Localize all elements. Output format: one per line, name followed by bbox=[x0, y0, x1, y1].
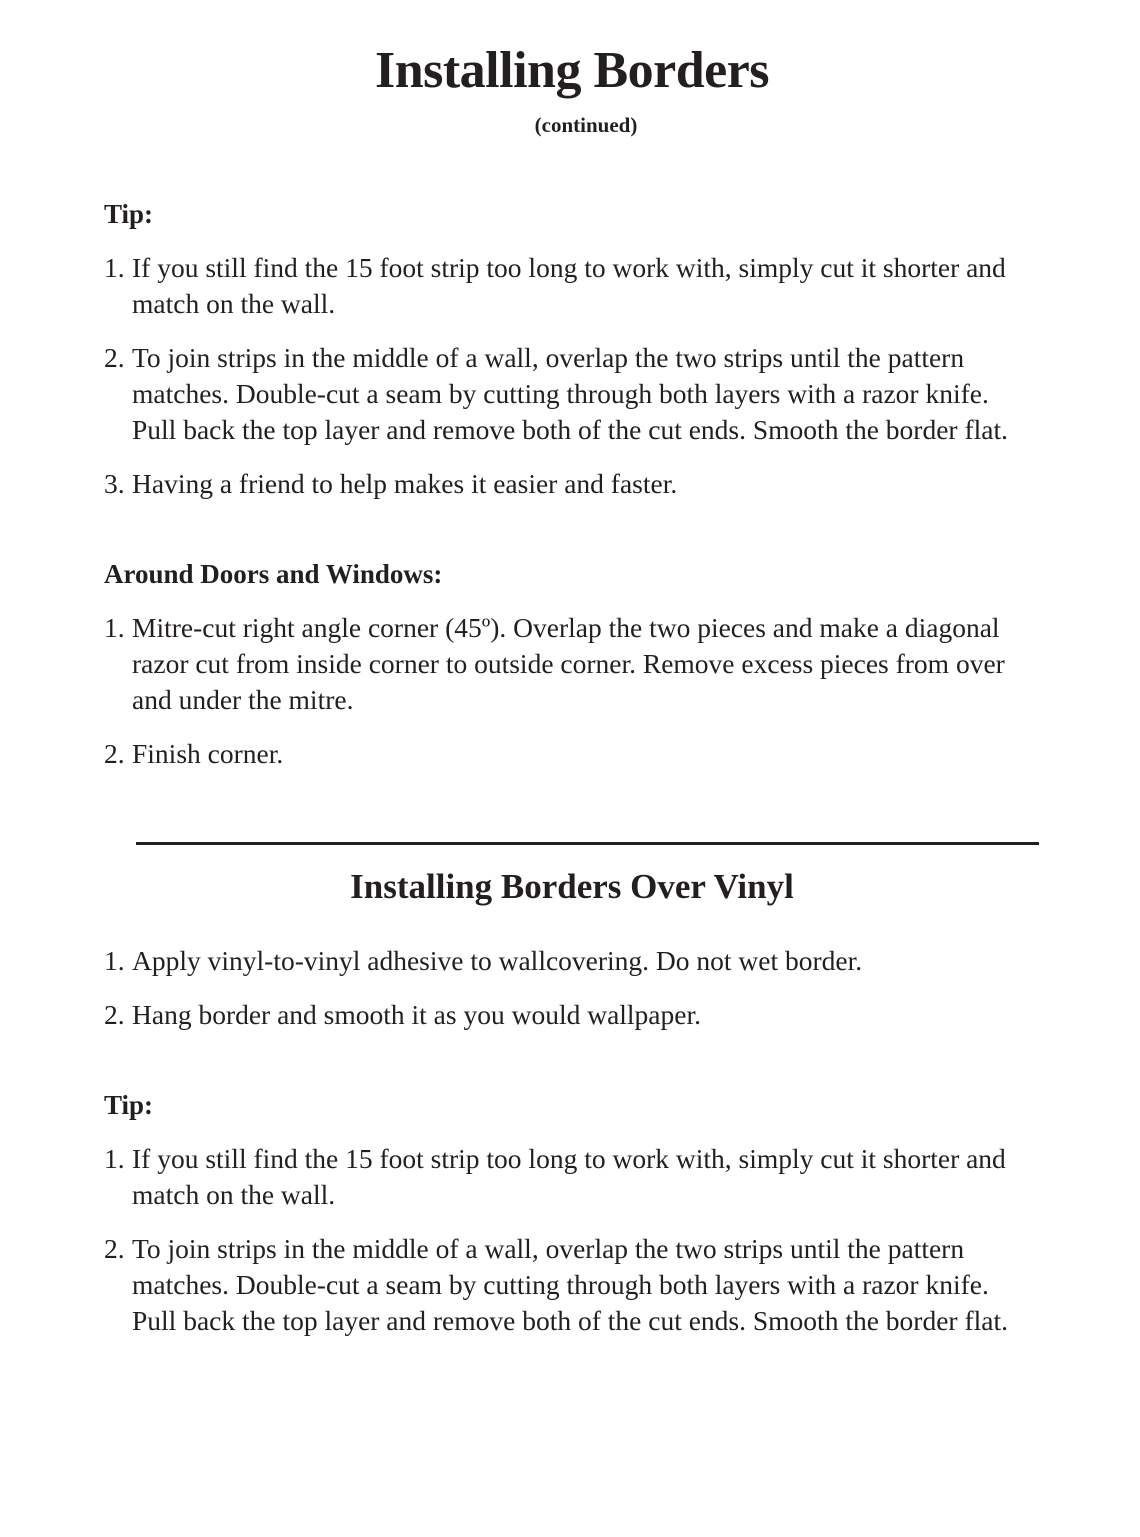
list-item bbox=[104, 1141, 1094, 1213]
item-text: and under the mitre. bbox=[132, 684, 354, 715]
item-text: match on the wall. bbox=[132, 1179, 336, 1210]
tip-heading: Tip: bbox=[104, 199, 154, 229]
item-text: matches. Double-cut a seam by cutting through both layers with a razor knife. bbox=[132, 378, 989, 409]
item-text: matches. Double-cut a seam by cutting through both layers with a razor knife. bbox=[132, 1269, 989, 1300]
item-text: Mitre-cut right angle corner (45º). Overlap the two pieces and make a diagonal bbox=[132, 612, 1000, 643]
item-text: If you still find the 15 foot strip too long to work with, simply cut it shorter and bbox=[132, 252, 1006, 283]
item-text: match on the wall. bbox=[132, 288, 336, 319]
list-item bbox=[104, 997, 1094, 1033]
item-text: Pull back the top layer and remove both of the cut ends. Smooth the border flat. bbox=[132, 1305, 1008, 1336]
page-subtitle: (continued) bbox=[534, 113, 638, 137]
tip-list-2 bbox=[104, 1141, 1094, 1339]
item-number: 1. bbox=[104, 1143, 125, 1174]
list-item bbox=[104, 610, 1094, 718]
item-number: 2. bbox=[104, 1233, 125, 1264]
item-text: To join strips in the middle of a wall, overlap the two strips until the pattern bbox=[132, 342, 965, 373]
item-number: 3. bbox=[104, 468, 125, 499]
item-number: 2. bbox=[104, 999, 125, 1030]
item-text: Apply vinyl-to-vinyl adhesive to wallcovering. Do not wet border. bbox=[132, 945, 863, 976]
section-divider bbox=[136, 842, 1039, 845]
vinyl-list bbox=[104, 943, 1094, 1033]
tip-heading-2: Tip: bbox=[104, 1090, 154, 1120]
item-number: 1. bbox=[104, 612, 125, 643]
vinyl-section-title: Installing Borders Over Vinyl bbox=[350, 867, 794, 906]
item-number: 2. bbox=[104, 342, 125, 373]
item-number: 2. bbox=[104, 738, 125, 769]
tip-list bbox=[104, 250, 1094, 502]
item-number: 1. bbox=[104, 945, 125, 976]
item-text: Pull back the top layer and remove both of the cut ends. Smooth the border flat. bbox=[132, 414, 1008, 445]
list-item bbox=[104, 943, 1094, 979]
item-text: Hang border and smooth it as you would wallpaper. bbox=[132, 999, 701, 1030]
item-text: razor cut from inside corner to outside corner. Remove excess pieces from over bbox=[132, 648, 1005, 679]
item-text: If you still find the 15 foot strip too long to work with, simply cut it shorter and bbox=[132, 1143, 1006, 1174]
item-text: Having a friend to help makes it easier and faster. bbox=[132, 468, 678, 499]
doors-windows-list bbox=[104, 610, 1094, 772]
list-item bbox=[104, 1231, 1094, 1339]
doors-windows-heading: Around Doors and Windows: bbox=[104, 559, 443, 589]
page-title: Installing Borders bbox=[374, 42, 770, 99]
list-item bbox=[104, 736, 1094, 772]
item-text: Finish corner. bbox=[132, 738, 284, 769]
item-text: To join strips in the middle of a wall, overlap the two strips until the pattern bbox=[132, 1233, 965, 1264]
list-item bbox=[104, 250, 1094, 322]
item-number: 1. bbox=[104, 252, 125, 283]
list-item bbox=[104, 466, 1094, 502]
list-item bbox=[104, 340, 1094, 448]
